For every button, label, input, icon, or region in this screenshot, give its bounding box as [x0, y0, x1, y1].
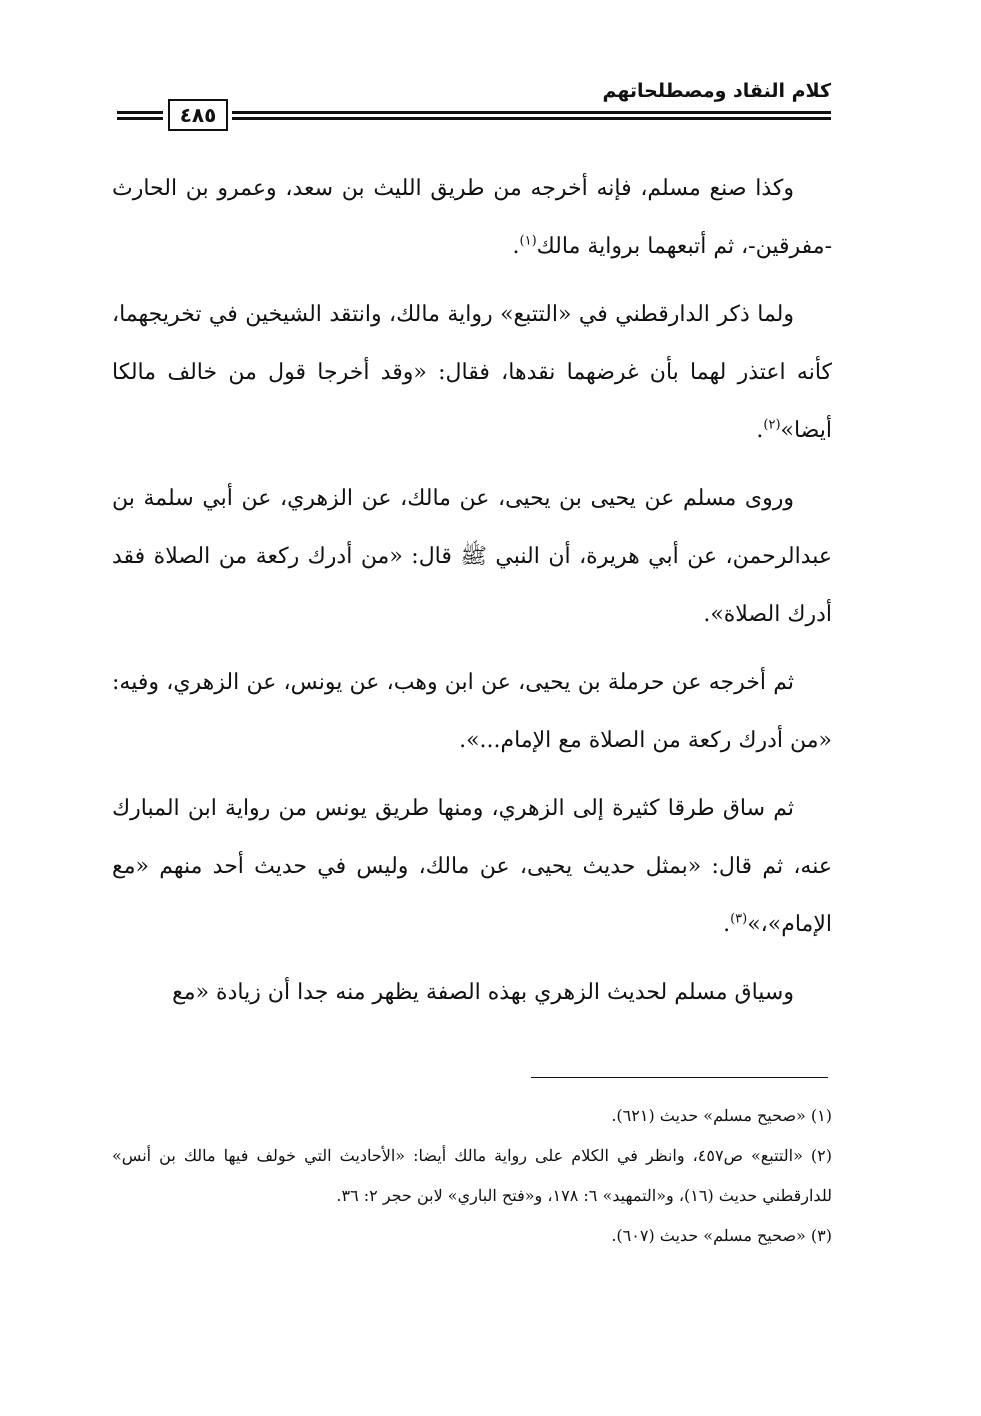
paragraph-1 — [112, 160, 832, 276]
header-rule-left-top — [117, 111, 163, 114]
paragraph-3: وروى مسلم عن يحيى بن يحيى، عن مالك، عن الزهري، عن أبي سلمة بن عبدالرحمن، عن أبي هريرة، أن النبي ﷺ قال: «من أدرك ركعة من الصلاة فقد أدرك الصلاة». — [112, 486, 832, 627]
footnote-ref-1: (١) — [519, 233, 537, 249]
paragraph-2 — [112, 286, 832, 460]
main-text — [112, 160, 832, 1032]
paragraph-4: ثم أخرجه عن حرملة بن يحيى، عن ابن وهب، عن يونس، عن الزهري، وفيه: «من أدرك ركعة من الصلاة مع الإمام...». — [112, 670, 832, 753]
paragraph-5-end: . — [723, 912, 731, 937]
footnote-separator — [531, 1077, 828, 1078]
paragraph-2-text: ولما ذكر الدارقطني في «التتبع» رواية مالك، وانتقد الشيخين في تخريجهما، كأنه اعتذر لهما بأن غرضهما نقدها، فقال: «وقد أخرجا قول من خالف مالكا أيضا» — [112, 302, 832, 443]
running-header-title: كلام النقاد ومصطلحاتهم — [602, 80, 831, 102]
footnote-ref-3: (٣) — [730, 911, 748, 927]
paragraph-6: وسياق مسلم لحديث الزهري بهذه الصفة يظهر منه جدا أن زيادة «مع — [172, 980, 794, 1005]
header-rule-right-top — [232, 111, 831, 114]
page-number: ٤٨٥ — [168, 99, 228, 131]
footnote-3: (٣) «صحيح مسلم» حديث (٦٠٧). — [611, 1226, 832, 1245]
footnote-2: (٢) «التتبع» ص٤٥٧، وانظر في الكلام على رواية مالك أيضا: «الأحاديث التي خولف فيها مالك بن أنس» للدارقطني حديث (١٦)، و«التمهيد» ٦: ١٧٨، و«فتح الباري» لابن حجر ٢: ٣٦. — [112, 1146, 833, 1205]
header-rule-left-bottom — [117, 117, 163, 120]
paragraph-5-text: ثم ساق طرقا كثيرة إلى الزهري، ومنها طريق يونس من رواية ابن المبارك عنه، ثم قال: «بمثل حديث يحيى، عن مالك، وليس في حديث أحد منهم «مع الإمام»،» — [112, 796, 832, 937]
paragraph-2-end: . — [756, 418, 764, 443]
footnote-ref-2: (٢) — [763, 417, 781, 433]
paragraph-1-text: وكذا صنع مسلم، فإنه أخرجه من طريق الليث بن سعد، وعمرو بن الحارث -مفرقين-، ثم أتبعهما برواية مالك — [112, 176, 832, 259]
paragraph-1-end: . — [512, 234, 520, 259]
header-rule-right-bottom — [232, 117, 831, 120]
footnotes — [112, 1096, 832, 1256]
footnote-1: (١) «صحيح مسلم» حديث (٦٢١). — [611, 1106, 832, 1125]
paragraph-5 — [112, 780, 832, 954]
